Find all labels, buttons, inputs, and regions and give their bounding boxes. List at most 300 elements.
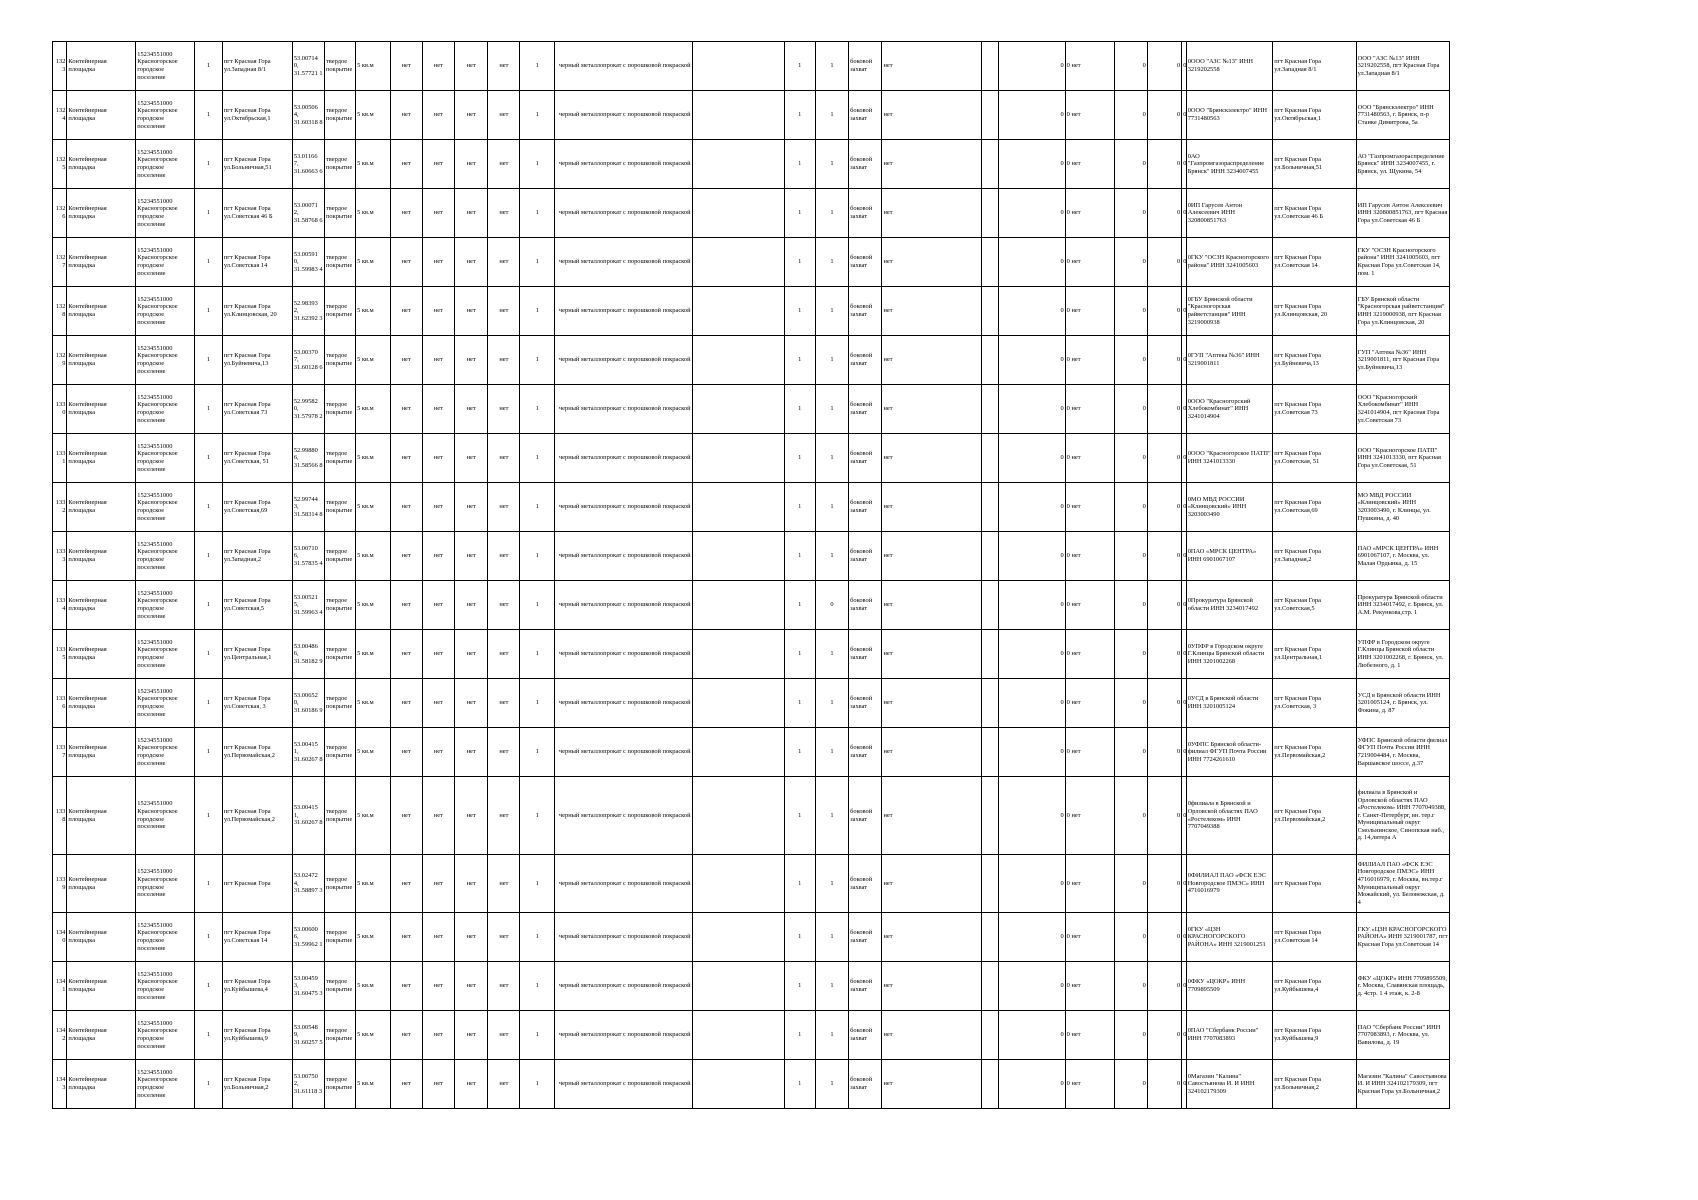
- zero-value-4: 0: [1147, 287, 1181, 336]
- table-row: [53, 1011, 1450, 1060]
- zero-value-5: 0: [1182, 483, 1186, 532]
- blank-cell-2: [982, 855, 999, 913]
- net-value: нет: [1071, 160, 1081, 168]
- net-value: нет: [1071, 503, 1081, 511]
- organization-name: ООО "Красногорское ПАТП" ИНН 3241013330: [1187, 450, 1271, 465]
- container-material: черный металлопрокат с порошковой покраской: [554, 581, 692, 630]
- flag-4: нет: [488, 189, 520, 238]
- blank-cell-1: [692, 1060, 784, 1109]
- site-count: 1: [195, 679, 223, 728]
- row-number: 1330: [53, 385, 67, 434]
- separate-collection: нет: [882, 581, 982, 630]
- zero-value-2: 0: [1066, 1080, 1070, 1088]
- zero-value-3: 0: [1114, 777, 1147, 855]
- container-material: черный металлопрокат с порошковой покраской: [554, 855, 692, 913]
- zero-net-cell: [1065, 42, 1114, 91]
- zero-net-cell: [1065, 287, 1114, 336]
- bin-count: 1: [815, 1011, 848, 1060]
- flag-4: нет: [488, 42, 520, 91]
- zero-value-6: 0: [1187, 352, 1191, 360]
- flag-4: нет: [488, 140, 520, 189]
- loading-type: боковой захват: [849, 855, 882, 913]
- net-value: нет: [1071, 62, 1081, 70]
- site-count: 1: [195, 42, 223, 91]
- zero-value-2: 0: [1066, 699, 1070, 707]
- flag-3: нет: [454, 913, 487, 962]
- owner-info: ГУП "Аптека №36" ИНН 3219001811, пгт Красная Гора ул.Буйневича,13: [1356, 336, 1449, 385]
- organization: [1186, 630, 1273, 679]
- separate-collection: нет: [882, 1011, 982, 1060]
- zero-value-1: 0: [999, 91, 1066, 140]
- container-material: черный металлопрокат с порошковой покраской: [554, 336, 692, 385]
- site-address: пгт Красная Гора ул.Советская, 3: [222, 679, 292, 728]
- container-count: 1: [520, 913, 554, 962]
- site-area: 5 кв.м: [356, 777, 390, 855]
- zero-value-6: 0: [1187, 107, 1191, 115]
- zero-value-6: 0: [1187, 872, 1191, 880]
- row-number: 1323: [53, 42, 67, 91]
- loading-type: боковой захват: [849, 483, 882, 532]
- organization: [1186, 855, 1273, 913]
- site-address: пгт Красная Гора ул.Советская 14: [222, 913, 292, 962]
- oktmo-settlement: 15234551000 Красногорское городское поселение: [136, 336, 195, 385]
- flag-4: нет: [488, 532, 520, 581]
- zero-net-cell: [1065, 581, 1114, 630]
- loading-type: боковой захват: [849, 91, 882, 140]
- flag-1: нет: [390, 483, 422, 532]
- waste-source: пгт Красная Гора ул.Клинцовская, 20: [1273, 287, 1356, 336]
- net-value: нет: [1071, 699, 1081, 707]
- owner-info: ООО "АЗС №13" ИНН 3219202558, пгт Красная Гора ул.Западная 8/1: [1356, 42, 1449, 91]
- zero-value-1: 0: [999, 189, 1066, 238]
- table-row: [53, 189, 1450, 238]
- site-count: 1: [195, 532, 223, 581]
- zero-value-6: 0: [1187, 925, 1191, 933]
- flag-1: нет: [390, 434, 422, 483]
- site-count: 1: [195, 91, 223, 140]
- table-row: [53, 962, 1450, 1011]
- blank-cell-1: [692, 189, 784, 238]
- oktmo-settlement: 15234551000 Красногорское городское поселение: [136, 581, 195, 630]
- separate-collection: нет: [882, 189, 982, 238]
- site-count: 1: [195, 1060, 223, 1109]
- zero-value-3: 0: [1114, 1060, 1147, 1109]
- zero-value-4: 0: [1147, 1060, 1181, 1109]
- volume-count: 1: [784, 728, 815, 777]
- owner-info: ФКУ «ЦОКР» ИНН 7709895509, г. Москва, Славянская площадь, д. 4стр. 1 4 этаж, к. 2-8: [1356, 962, 1449, 1011]
- bin-count: 1: [815, 336, 848, 385]
- oktmo-settlement: 15234551000 Красногорское городское поселение: [136, 189, 195, 238]
- flag-4: нет: [488, 777, 520, 855]
- loading-type: боковой захват: [849, 238, 882, 287]
- site-area: 5 кв.м: [356, 91, 390, 140]
- zero-value-5: 0: [1182, 532, 1186, 581]
- site-address: пгт Красная Гора ул.Куйбышева,9: [222, 1011, 292, 1060]
- owner-info: УФПС Брянской области филиал ФГУП Почта России ИНН 7219004484, г. Москва, Варшавское шоссе, д.37: [1356, 728, 1449, 777]
- coordinates: 53.00370 7, 31.60128 6: [292, 336, 324, 385]
- separate-collection: нет: [882, 385, 982, 434]
- organization-name: филиала в Брянской и Орловской областях ПАО «Ростелеком» ИНН 7707049388: [1187, 800, 1258, 831]
- zero-value-2: 0: [1066, 405, 1070, 413]
- zero-value-5: 0: [1182, 385, 1186, 434]
- table-row: [53, 483, 1450, 532]
- bin-count: 1: [815, 189, 848, 238]
- separate-collection: нет: [882, 238, 982, 287]
- container-count: 1: [520, 1060, 554, 1109]
- volume-count: 1: [784, 91, 815, 140]
- row-number: 1333: [53, 532, 67, 581]
- flag-4: нет: [488, 679, 520, 728]
- volume-count: 1: [784, 42, 815, 91]
- zero-value-6: 0: [1187, 548, 1191, 556]
- container-count: 1: [520, 728, 554, 777]
- container-material: черный металлопрокат с порошковой покраской: [554, 777, 692, 855]
- bin-count: 1: [815, 630, 848, 679]
- zero-value-6: 0: [1187, 597, 1191, 605]
- surface-type: твердое покрытие: [325, 913, 356, 962]
- site-area: 5 кв.м: [356, 1060, 390, 1109]
- organization: [1186, 91, 1273, 140]
- net-value: нет: [1071, 356, 1081, 364]
- flag-1: нет: [390, 962, 422, 1011]
- bin-count: 1: [815, 962, 848, 1011]
- organization: [1186, 728, 1273, 777]
- surface-type: твердое покрытие: [325, 855, 356, 913]
- flag-1: нет: [390, 1011, 422, 1060]
- surface-type: твердое покрытие: [325, 962, 356, 1011]
- zero-value-4: 0: [1147, 140, 1181, 189]
- row-number: 1324: [53, 91, 67, 140]
- flag-2: нет: [422, 42, 454, 91]
- net-value: нет: [1071, 933, 1081, 941]
- zero-value-5: 0: [1182, 630, 1186, 679]
- bin-count: 1: [815, 287, 848, 336]
- organization: [1186, 1011, 1273, 1060]
- flag-3: нет: [454, 140, 487, 189]
- net-value: нет: [1071, 111, 1081, 119]
- container-count: 1: [520, 140, 554, 189]
- blank-cell-2: [982, 140, 999, 189]
- blank-cell-2: [982, 962, 999, 1011]
- coordinates: 53.00506 4, 31.60318 8: [292, 91, 324, 140]
- coordinates: 53.00591 0, 31.59983 4: [292, 238, 324, 287]
- owner-info: ООО "Брянскэлектро" ИНН 7731480563, г. Брянск, п-р Станке Димитрова, 5а: [1356, 91, 1449, 140]
- container-count: 1: [520, 91, 554, 140]
- waste-source: пгт Красная Гора ул.Советская 14: [1273, 913, 1356, 962]
- flag-3: нет: [454, 238, 487, 287]
- bin-count: 1: [815, 728, 848, 777]
- row-number: 1334: [53, 581, 67, 630]
- blank-cell-2: [982, 42, 999, 91]
- site-type: Контейнерная площадка: [67, 1060, 136, 1109]
- loading-type: боковой захват: [849, 728, 882, 777]
- site-area: 5 кв.м: [356, 581, 390, 630]
- site-address: пгт Красная Гора ул.Советская 14: [222, 238, 292, 287]
- flag-4: нет: [488, 913, 520, 962]
- bin-count: 1: [815, 532, 848, 581]
- net-value: нет: [1071, 552, 1081, 560]
- row-number: 1329: [53, 336, 67, 385]
- separate-collection: нет: [882, 434, 982, 483]
- zero-value-4: 0: [1147, 385, 1181, 434]
- zero-value-1: 0: [999, 238, 1066, 287]
- site-address: пгт Красная Гора ул.Западная,2: [222, 532, 292, 581]
- zero-value-3: 0: [1114, 1011, 1147, 1060]
- zero-value-3: 0: [1114, 434, 1147, 483]
- surface-type: твердое покрытие: [325, 581, 356, 630]
- zero-value-2: 0: [1066, 307, 1070, 315]
- zero-value-5: 0: [1182, 679, 1186, 728]
- zero-value-5: 0: [1182, 42, 1186, 91]
- site-area: 5 кв.м: [356, 336, 390, 385]
- flag-1: нет: [390, 777, 422, 855]
- separate-collection: нет: [882, 728, 982, 777]
- zero-value-3: 0: [1114, 91, 1147, 140]
- site-count: 1: [195, 581, 223, 630]
- zero-net-cell: [1065, 1011, 1114, 1060]
- organization-name: МО МВД РОССИИ «Клинцовский» ИНН 3203003490: [1187, 495, 1247, 518]
- volume-count: 1: [784, 855, 815, 913]
- container-count: 1: [520, 581, 554, 630]
- blank-cell-2: [982, 532, 999, 581]
- site-address: пгт Красная Гора ул.Западная 8/1: [222, 42, 292, 91]
- site-count: 1: [195, 238, 223, 287]
- blank-cell-2: [982, 777, 999, 855]
- zero-value-6: 0: [1187, 978, 1191, 986]
- net-value: нет: [1071, 650, 1081, 658]
- site-address: пгт Красная Гора ул.Советская,5: [222, 581, 292, 630]
- site-area: 5 кв.м: [356, 728, 390, 777]
- net-value: нет: [1071, 405, 1081, 413]
- volume-count: 1: [784, 434, 815, 483]
- surface-type: твердое покрытие: [325, 1011, 356, 1060]
- row-number: 1341: [53, 962, 67, 1011]
- zero-value-5: 0: [1182, 287, 1186, 336]
- organization: [1186, 581, 1273, 630]
- zero-value-4: 0: [1147, 1011, 1181, 1060]
- container-material: черный металлопрокат с порошковой покраской: [554, 1060, 692, 1109]
- separate-collection: нет: [882, 42, 982, 91]
- zero-value-2: 0: [1066, 811, 1070, 819]
- flag-1: нет: [390, 287, 422, 336]
- container-material: черный металлопрокат с порошковой покраской: [554, 962, 692, 1011]
- zero-value-1: 0: [999, 434, 1066, 483]
- container-material: черный металлопрокат с порошковой покраской: [554, 1011, 692, 1060]
- zero-value-5: 0: [1182, 962, 1186, 1011]
- blank-cell-1: [692, 42, 784, 91]
- zero-net-cell: [1065, 855, 1114, 913]
- zero-value-1: 0: [999, 777, 1066, 855]
- oktmo-settlement: 15234551000 Красногорское городское поселение: [136, 855, 195, 913]
- site-count: 1: [195, 630, 223, 679]
- site-type: Контейнерная площадка: [67, 434, 136, 483]
- organization-name: ФКУ «ЦОКР» ИНН 7709895509: [1187, 978, 1246, 993]
- coordinates: 52.98393 2, 31.62392 3: [292, 287, 324, 336]
- organization: [1186, 532, 1273, 581]
- waste-source: пгт Красная Гора ул.Советская, 51: [1273, 434, 1356, 483]
- waste-source: пгт Красная Гора ул.Буйневича,13: [1273, 336, 1356, 385]
- separate-collection: нет: [882, 855, 982, 913]
- zero-value-6: 0: [1187, 800, 1191, 808]
- flag-3: нет: [454, 287, 487, 336]
- zero-net-cell: [1065, 189, 1114, 238]
- container-material: черный металлопрокат с порошковой покраской: [554, 140, 692, 189]
- waste-source: пгт Красная Гора ул.Октябрьская,1: [1273, 91, 1356, 140]
- zero-net-cell: [1065, 913, 1114, 962]
- organization: [1186, 287, 1273, 336]
- blank-cell-1: [692, 434, 784, 483]
- site-area: 5 кв.м: [356, 189, 390, 238]
- container-count: 1: [520, 336, 554, 385]
- blank-cell-1: [692, 962, 784, 1011]
- flag-2: нет: [422, 855, 454, 913]
- zero-value-6: 0: [1187, 740, 1191, 748]
- volume-count: 1: [784, 140, 815, 189]
- oktmo-settlement: 15234551000 Красногорское городское поселение: [136, 385, 195, 434]
- flag-1: нет: [390, 630, 422, 679]
- surface-type: твердое покрытие: [325, 91, 356, 140]
- zero-net-cell: [1065, 91, 1114, 140]
- flag-3: нет: [454, 434, 487, 483]
- zero-value-1: 0: [999, 42, 1066, 91]
- container-material: черный металлопрокат с порошковой покраской: [554, 42, 692, 91]
- flag-3: нет: [454, 962, 487, 1011]
- separate-collection: нет: [882, 1060, 982, 1109]
- zero-value-2: 0: [1066, 503, 1070, 511]
- flag-4: нет: [488, 385, 520, 434]
- flag-4: нет: [488, 962, 520, 1011]
- zero-value-6: 0: [1187, 58, 1191, 66]
- blank-cell-1: [692, 385, 784, 434]
- owner-info: Прокуратура Брянской области ИНН 3234017492, г. Брянск, ул. А.М. Рекункова,стр. 1: [1356, 581, 1449, 630]
- zero-value-2: 0: [1066, 879, 1070, 887]
- site-type: Контейнерная площадка: [67, 630, 136, 679]
- separate-collection: нет: [882, 140, 982, 189]
- zero-value-5: 0: [1182, 434, 1186, 483]
- container-count: 1: [520, 962, 554, 1011]
- loading-type: боковой захват: [849, 385, 882, 434]
- table-row: [53, 140, 1450, 189]
- organization-name: ООО "Красногорский Хлебокомбинат" ИНН 3241014904: [1187, 397, 1251, 420]
- volume-count: 1: [784, 679, 815, 728]
- zero-value-6: 0: [1187, 254, 1191, 262]
- oktmo-settlement: 15234551000 Красногорское городское поселение: [136, 679, 195, 728]
- zero-value-4: 0: [1147, 679, 1181, 728]
- row-number: 1338: [53, 777, 67, 855]
- waste-source: пгт Красная Гора ул.Советская 46 Б: [1273, 189, 1356, 238]
- surface-type: твердое покрытие: [325, 140, 356, 189]
- loading-type: боковой захват: [849, 679, 882, 728]
- row-number: 1337: [53, 728, 67, 777]
- owner-info: ГКУ "ОСЗН Красногорского района" ИНН 3241005603, пгт Красная Гора ул.Советская 14, пом. 1: [1356, 238, 1449, 287]
- loading-type: боковой захват: [849, 532, 882, 581]
- loading-type: боковой захват: [849, 287, 882, 336]
- zero-value-3: 0: [1114, 728, 1147, 777]
- zero-value-5: 0: [1182, 777, 1186, 855]
- owner-info: Магазин "Калина" Савостьянова И. И ИНН 324102179309, пгт Красная Гора ул.Больничная,2: [1356, 1060, 1449, 1109]
- site-type: Контейнерная площадка: [67, 238, 136, 287]
- volume-count: 1: [784, 962, 815, 1011]
- zero-value-5: 0: [1182, 581, 1186, 630]
- oktmo-settlement: 15234551000 Красногорское городское поселение: [136, 777, 195, 855]
- organization: [1186, 140, 1273, 189]
- zero-value-2: 0: [1066, 601, 1070, 609]
- zero-value-1: 0: [999, 532, 1066, 581]
- flag-4: нет: [488, 728, 520, 777]
- bin-count: 1: [815, 238, 848, 287]
- site-type: Контейнерная площадка: [67, 777, 136, 855]
- waste-source: пгт Красная Гора ул.Больничная,2: [1273, 1060, 1356, 1109]
- coordinates: 53.00548 9, 31.60257 5: [292, 1011, 324, 1060]
- bin-count: 1: [815, 385, 848, 434]
- zero-value-5: 0: [1182, 1060, 1186, 1109]
- surface-type: твердое покрытие: [325, 189, 356, 238]
- loading-type: боковой захват: [849, 1011, 882, 1060]
- container-material: черный металлопрокат с порошковой покраской: [554, 913, 692, 962]
- flag-1: нет: [390, 336, 422, 385]
- surface-type: твердое покрытие: [325, 679, 356, 728]
- net-value: нет: [1071, 307, 1081, 315]
- flag-2: нет: [422, 483, 454, 532]
- zero-value-6: 0: [1187, 201, 1191, 209]
- table-row: [53, 728, 1450, 777]
- site-count: 1: [195, 962, 223, 1011]
- flag-4: нет: [488, 91, 520, 140]
- blank-cell-2: [982, 91, 999, 140]
- zero-value-3: 0: [1114, 581, 1147, 630]
- site-type: Контейнерная площадка: [67, 189, 136, 238]
- zero-value-4: 0: [1147, 483, 1181, 532]
- net-value: нет: [1071, 209, 1081, 217]
- table-row: [53, 777, 1450, 855]
- separate-collection: нет: [882, 962, 982, 1011]
- blank-cell-2: [982, 728, 999, 777]
- container-count: 1: [520, 855, 554, 913]
- zero-value-1: 0: [999, 140, 1066, 189]
- flag-3: нет: [454, 385, 487, 434]
- container-count: 1: [520, 434, 554, 483]
- surface-type: твердое покрытие: [325, 777, 356, 855]
- blank-cell-2: [982, 385, 999, 434]
- waste-source: пгт Красная Гора ул.Куйбышева,9: [1273, 1011, 1356, 1060]
- owner-info: МО МВД РОССИИ «Клинцовский» ИНН 3203003490, г. Клинцы, ул. Пушкина, д. 40: [1356, 483, 1449, 532]
- waste-source: пгт Красная Гора ул.Первомайская,2: [1273, 777, 1356, 855]
- volume-count: 1: [784, 238, 815, 287]
- site-type: Контейнерная площадка: [67, 483, 136, 532]
- zero-value-3: 0: [1114, 336, 1147, 385]
- site-count: 1: [195, 777, 223, 855]
- waste-source: пгт Красная Гора ул.Больничная,51: [1273, 140, 1356, 189]
- zero-value-5: 0: [1182, 728, 1186, 777]
- net-value: нет: [1071, 454, 1081, 462]
- zero-value-6: 0: [1187, 642, 1191, 650]
- container-count: 1: [520, 189, 554, 238]
- zero-value-2: 0: [1066, 258, 1070, 266]
- waste-source: пгт Красная Гора ул.Советская 14: [1273, 238, 1356, 287]
- loading-type: боковой захват: [849, 189, 882, 238]
- coordinates: 52.99880 6, 31.58566 8: [292, 434, 324, 483]
- flag-4: нет: [488, 336, 520, 385]
- container-material: черный металлопрокат с порошковой покраской: [554, 483, 692, 532]
- flag-3: нет: [454, 42, 487, 91]
- separate-collection: нет: [882, 777, 982, 855]
- zero-net-cell: [1065, 532, 1114, 581]
- volume-count: 1: [784, 1011, 815, 1060]
- zero-value-5: 0: [1182, 1011, 1186, 1060]
- container-count: 1: [520, 287, 554, 336]
- zero-value-2: 0: [1066, 356, 1070, 364]
- site-area: 5 кв.м: [356, 238, 390, 287]
